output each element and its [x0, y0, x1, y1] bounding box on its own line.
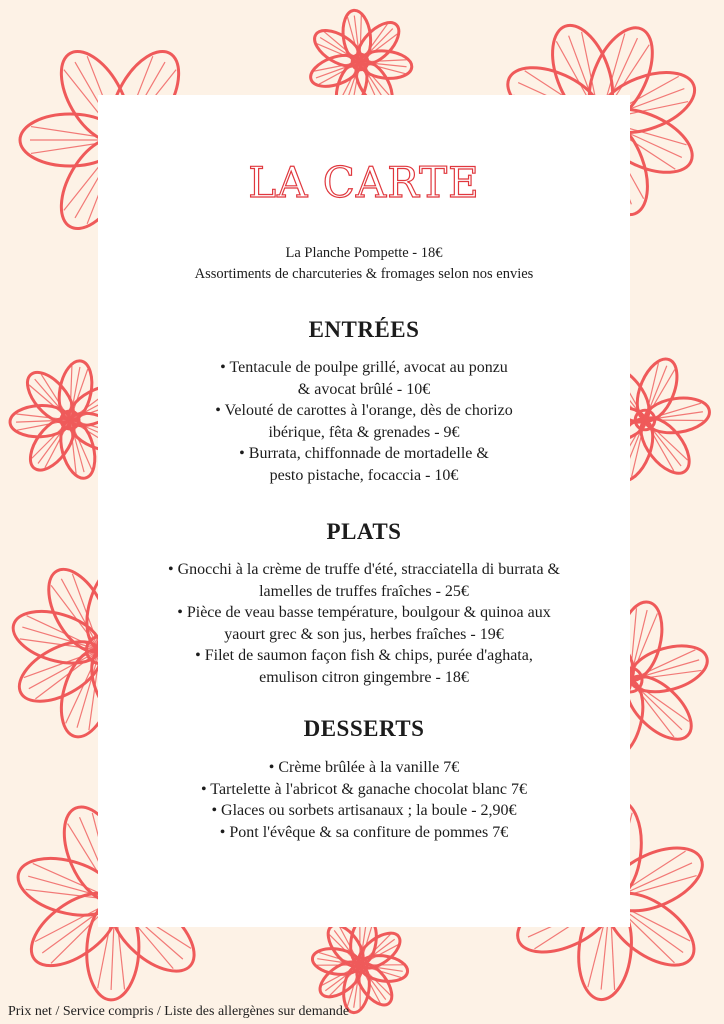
menu-line: • Pont l'évêque & sa confiture de pommes 7€ [219, 823, 509, 841]
menu-line: lamelles de truffes fraîches - 25€ [259, 582, 469, 600]
menu-line: • Gnocchi à la crème de truffe d'été, stracciatella di burrata & [168, 561, 560, 578]
menu-title: LA CARTE [248, 158, 480, 207]
menu-line: pesto pistache, focaccia - 10€ [269, 466, 459, 484]
menu-line: emulison citron gingembre - 18€ [259, 668, 469, 686]
intro-line: La Planche Pompette - 18€ [285, 245, 443, 261]
menu-line: & avocat brûlé - 10€ [297, 380, 431, 398]
flower-icon [311, 916, 410, 1015]
intro [98, 243, 630, 285]
menu-line: ibérique, fêta & grenades - 9€ [268, 423, 460, 441]
menu-line: • Tartelette à l'abricot & ganache chocolat blanc 7€ [200, 780, 528, 798]
menu-line: • Burrata, chiffonnade de mortadelle & [239, 445, 489, 462]
section-heading-desserts: DESSERTS [303, 716, 425, 741]
menu-line: • Crème brûlée à la vanille 7€ [268, 759, 460, 776]
section-desserts-items [98, 757, 630, 843]
menu-line: yaourt grec & son jus, herbes fraîches - 19€ [224, 625, 504, 643]
intro-line: Assortiments de charcuteries & fromages selon nos envies [194, 266, 534, 282]
menu-line: • Velouté de carottes à l'orange, dès de chorizo [215, 402, 513, 419]
menu-line: • Glaces ou sorbets artisanaux ; la boule - 2,90€ [211, 802, 517, 819]
section-plats-items [98, 559, 630, 688]
menu-card [98, 95, 630, 927]
section-entrees-items [98, 357, 630, 486]
footer-note: Prix net / Service compris / Liste des allergènes sur demande [8, 1004, 350, 1019]
menu-line: • Tentacule de poulpe grillé, avocat au ponzu [220, 359, 508, 376]
section-heading-entrees: ENTRÉES [308, 317, 420, 342]
section-heading-plats: PLATS [326, 519, 402, 544]
menu-line: • Filet de saumon façon fish & chips, purée d'aghata, [195, 647, 533, 664]
menu-line: • Pièce de veau basse température, boulgour & quinoa aux [177, 604, 551, 621]
